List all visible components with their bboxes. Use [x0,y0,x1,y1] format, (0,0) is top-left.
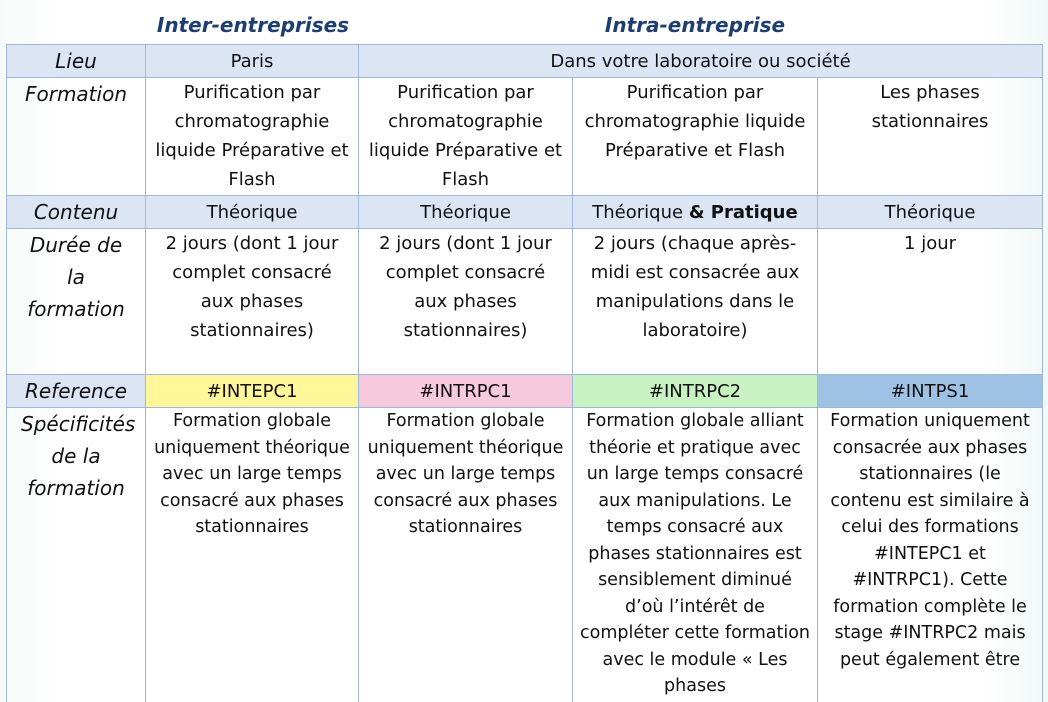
formations-table [6,44,1043,702]
row-label-duree [7,229,146,375]
duree-text-4: 1 jour [904,233,957,254]
formation-cell-4 [818,78,1043,196]
reference-cell-3: #INTRPC2 [573,375,818,408]
specificites-cell-1 [146,408,359,702]
formation-cell-2 [359,78,573,196]
contenu-cell-2: Théorique [359,196,573,229]
reference-cell-2: #INTRPC1 [359,375,573,408]
lieu-inter-cell: Paris [146,45,359,78]
contenu-text-3: Théorique [592,201,684,223]
duree-cell-4 [818,229,1043,375]
formation-text-4: Les phases stationnaires [871,82,989,132]
table-row-contenu [7,196,1043,229]
specificites-text-1: Formation globale uniquement théorique avec un large temps consacré aux phases stationnaires [154,411,350,537]
duree-text-3: 2 jours (chaque après-midi est consacrée aux manipulations dans le laboratoire) [590,233,800,341]
table-row-lieu [7,45,1043,78]
table-row-duree [7,229,1043,375]
contenu-cell-3 [573,196,818,229]
formation-text-1: Purification par chromatographie liquide Préparative et Flash [155,82,349,190]
specificites-cell-2 [359,408,573,702]
row-label-contenu: Contenu [7,196,146,229]
duree-cell-1 [146,229,359,375]
duree-text-1: 2 jours (dont 1 jour complet consacré aux phases stationnaires) [165,233,339,341]
lieu-intra-cell: Dans votre laboratoire ou société [359,45,1043,78]
table-row-formation [7,78,1043,196]
reference-cell-4: #INTPS1 [818,375,1043,408]
inter-entreprises-header: Inter-entreprises [156,13,350,37]
specificites-text-4: Formation uniquement consacrée aux phases stationnaires (le contenu est similaire à celui des formations #INTEPC1 et #INTRPC1). Cette formation complète le stage #INTRPC2 mais peut également être [830,411,1030,670]
specificites-text-2: Formation globale uniquement théorique avec un large temps consacré aux phases stationnaires [367,411,564,537]
table-row-specificites [7,408,1043,702]
row-label-specificites [7,408,146,702]
formation-cell-3 [573,78,818,196]
formation-text-3: Purification par chromatographie liquide Préparative et Flash [584,82,806,161]
formation-text-2: Purification par chromatographie liquide Préparative et Flash [368,82,563,190]
table-row-reference [7,375,1043,408]
row-label-reference: Reference [7,375,146,408]
duree-label-text: Durée de la formation [27,233,125,321]
duree-cell-3 [573,229,818,375]
specificites-cell-3 [573,408,818,702]
intra-entreprise-header: Intra-entreprise [604,13,786,37]
specificites-cell-4 [818,408,1043,702]
row-label-formation: Formation [7,78,146,196]
reference-cell-1: #INTEPC1 [146,375,359,408]
duree-cell-2 [359,229,573,375]
row-label-lieu: Lieu [7,45,146,78]
formation-cell-1 [146,78,359,196]
contenu-cell-4: Théorique [818,196,1043,229]
specificites-text-3: Formation globale alliant théorie et pratique avec un large temps consacré aux manipulations. Le temps consacré aux phases stationnaires est sensiblement diminué d’où l’intérêt de compléter cette formation avec le module « Les phases [580,411,810,696]
duree-text-2: 2 jours (dont 1 jour complet consacré aux phases stationnaires) [379,233,552,341]
specificites-label-text: Spécificités de la formation [21,412,136,500]
contenu-pratique: & Pratique [688,201,798,223]
contenu-cell-1: Théorique [146,196,359,229]
